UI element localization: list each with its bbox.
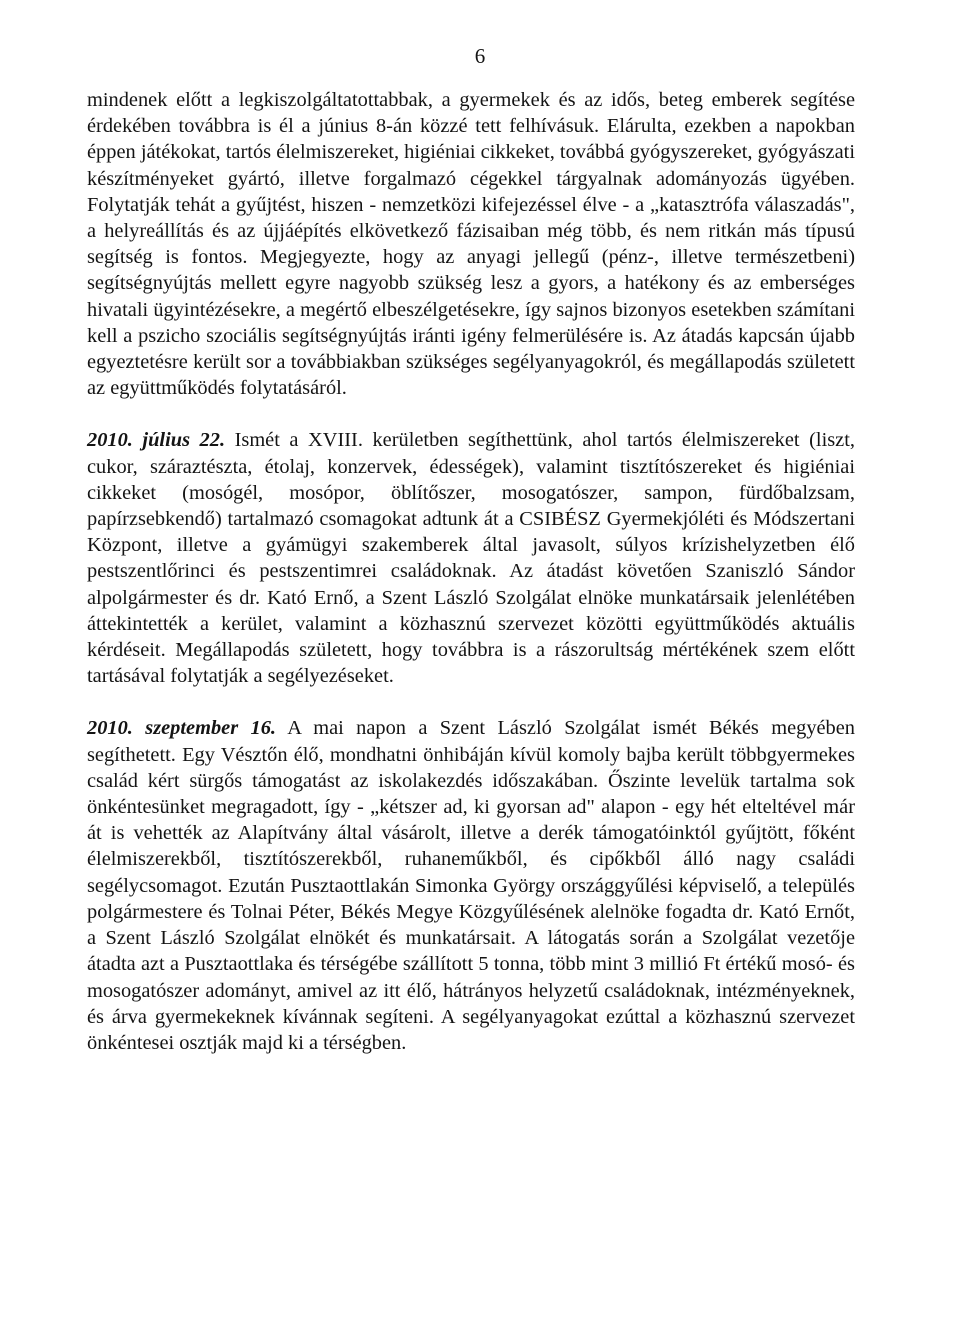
page-number: 6 [474, 44, 486, 68]
paragraph-text: A mai napon a Szent László Szolgálat ismét Békés megyében segíthetett. Egy Vésztőn élő, mondhatni önhibáján kívül komoly bajba került többgyermekes család kért sürgős támogatást az iskolakezdés időszakában. Őszinte levelük tartalma sok önkéntesünket megragadott, így - „kétszer ad, ki gyorsan ad" alapon - egy hét elteltével már át is vehették az Alapítvány által vásárolt, illetve a derék támogatóinktól gyűjtött, főként élelmiszerekből, tisztítószerekből, ruhaneműkből, és cipőkből álló nagy családi segélycsomagot. Ezután Pusztaottlakán Simonka György országgyűlési képviselő, a település polgármestere és Tolnai Péter, Békés Megye Közgyűlésének alelnöke fogadta dr. Kató Ernőt, a Szent László Szolgálat elnökét és munkatársait. A látogatás során a Szolgálat vezetője átadta azt a Pusztaottlaka és térségébe szállított 5 tonna, több mint 3 millió Ft értékű mosó- és mosogatószer adományt, amivel az itt élő, hátrányos helyzetű családoknak, intézményeknek, és árva gyermekeknek kívánnak segíteni. A segélyanyagokat ezúttal a közhasznú szervezet önkéntesei osztják majd ki a térségben. [87, 717, 856, 1054]
entry-date: 2010. szeptember 16. [87, 717, 276, 740]
paragraph-text: Ismét a XVIII. kerületben segíthettünk, ahol tartós élelmiszereket (liszt, cukor, száraztészta, étolaj, konzervek, édességek), valamint tisztítószereket és higiéniai cikkeket (mosógél, mosópor, öblítőszer, mosogatószer, sampon, fürdőbalzsam, papírzsebkendő) tartalmazó csomagokat adtunk át a CSIBÉSZ Gyermekjóléti és Módszertani Központ, illetve a gyámügyi szakemberek által javasolt, súlyos krízishelyzetben élő pestszentlőrinci és pestszentimrei családoknak. Az átadást követően Szaniszló Sándor alpolgármester és dr. Kató Ernő, a Szent László Szolgálat elnöke munkatársaik jelenlétében áttekintették a kerület, valamint a közhasznú szervezet közötti együttműködés aktuális kérdéseit. Megállapodás született, hogy továbbra is a rászorultság mértékének szem előtt tartásával folytatják a segélyezéseket. [87, 429, 855, 688]
paragraph-text: mindenek előtt a legkiszolgáltatottabbak, a gyermekek és az idős, beteg emberek segítése érdekében továbbra is él a június 8-án közzé tett felhívásuk. Elárulta, ezekben a napokban éppen játékokat, tartós élelmiszereket, higiéniai cikkeket, továbbá gyógyszereket, gyógyászati készítményeket gyártó, illetve forgalmazó cégekkel tárgyalnak adományozás ügyében. Folytatják tehát a gyűjtést, hiszen - nemzetközi kifejezéssel élve - a „katasztrófa válaszadás", a helyreállítás és az újjáépítés elkövetkező fázisaiban még több, és nem ritkán más típusú segítség is fontos. Megjegyezte, hogy az anyagi jellegű (pénz-, illetve természetbeni) segítségnyújtás mellett egyre nagyobb szükség lesz a gyors, a hatékony és az emberséges hivatali ügyintézésekre, a megértő elbeszélgetésekre, így sajnos bizonyos esetekben számítani kell a pszicho szociális segítségnyújtás iránti igény felmerülésére is. Az átadás kapcsán újabb egyeztetésre került sor a továbbiakban szükséges segélyanyagokról, és megállapodás született az együttműködés folytatásáról. [87, 89, 855, 400]
paragraph-july-22 [87, 427, 855, 689]
paragraph-intro [87, 87, 855, 401]
body-text [87, 87, 855, 1056]
paragraph-september-16 [87, 715, 855, 1056]
entry-date: 2010. július 22. [87, 429, 226, 452]
